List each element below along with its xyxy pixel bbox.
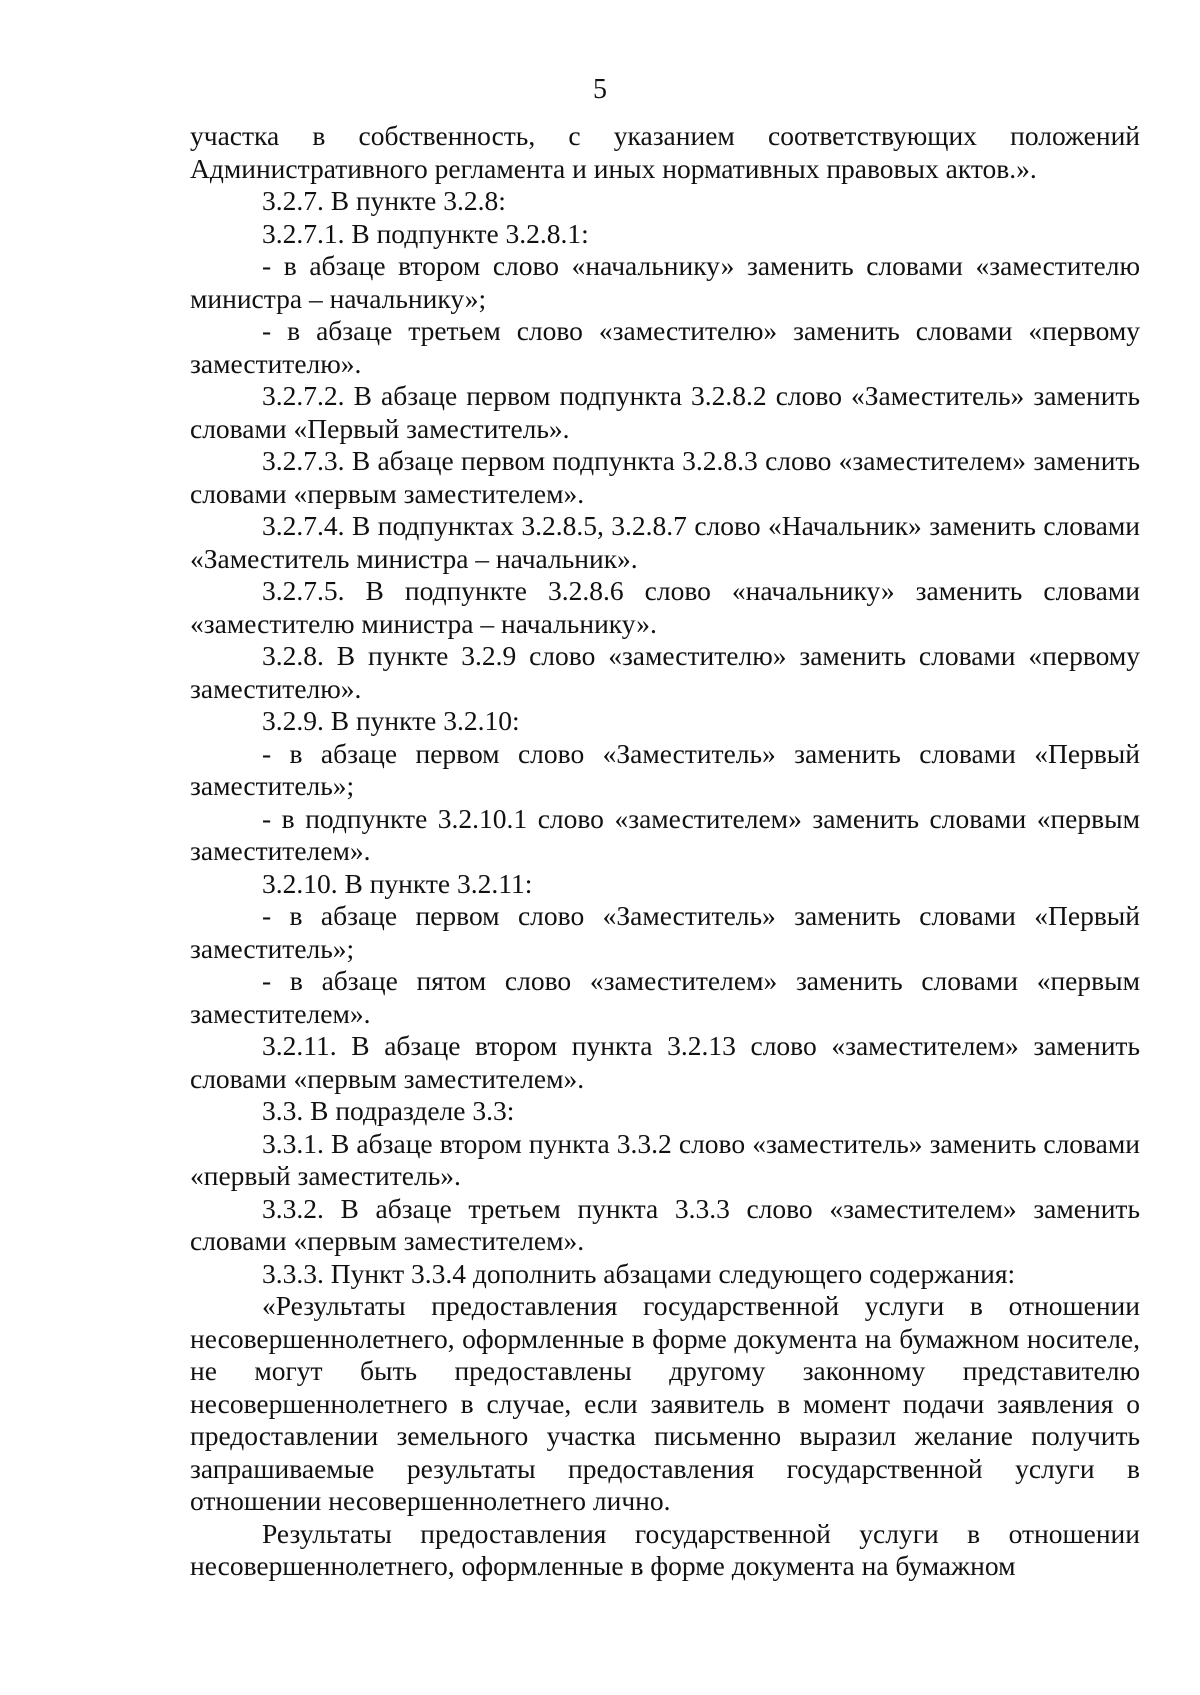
paragraph: 3.2.7. В пункте 3.2.8: xyxy=(262,185,506,216)
document-body xyxy=(190,120,1140,1583)
paragraph: 3.2.7.5. В подпункте 3.2.8.6 слово «начальнику» заменить словами «заместителю министра – начальнику». xyxy=(190,575,1140,639)
paragraph: 3.2.9. В пункте 3.2.10: xyxy=(262,705,520,736)
paragraph: участка в собственность, с указанием соответствующих положений Административного регламента и иных нормативных правовых актов.». xyxy=(190,120,1140,184)
page-number: 5 xyxy=(593,74,607,105)
paragraph: 3.2.7.1. В подпункте 3.2.8.1: xyxy=(262,217,589,249)
paragraph: 3.3.1. В абзаце втором пункта 3.3.2 слово «заместитель» заменить словами «первый заместитель». xyxy=(190,1127,1140,1191)
paragraph: 3.2.7.2. В абзаце первом подпункта 3.2.8.2 слово «Заместитель» заменить словами «Первый заместитель». xyxy=(190,380,1140,444)
paragraph: 3.3. В подразделе 3.3: xyxy=(262,1095,515,1126)
paragraph: 3.2.7.4. В подпунктах 3.2.8.5, 3.2.8.7 слово «Начальник» заменить словами «Заместитель министра – начальник». xyxy=(190,510,1140,574)
paragraph: 3.3.3. Пункт 3.3.4 дополнить абзацами следующего содержания: xyxy=(262,1257,1016,1289)
paragraph: 3.2.7.3. В абзаце первом подпункта 3.2.8.3 слово «заместителем» заменить словами «первым заместителем». xyxy=(190,445,1140,509)
paragraph: Результаты предоставления государственной услуги в отношении несовершеннолетнего, оформленные в форме документа на бумажном xyxy=(190,1517,1140,1581)
paragraph: - в подпункте 3.2.10.1 слово «заместителем» заменить словами «первым заместителем». xyxy=(190,802,1140,866)
paragraph: - в абзаце первом слово «Заместитель» заменить словами «Первый заместитель»; xyxy=(190,737,1140,801)
paragraph: 3.2.8. В пункте 3.2.9 слово «заместителю» заменить словами «первому заместителю». xyxy=(190,640,1140,704)
paragraph: - в абзаце первом слово «Заместитель» заменить словами «Первый заместитель»; xyxy=(190,900,1140,964)
paragraph: «Результаты предоставления государственной услуги в отношении несовершеннолетнего, оформленные в форме документа на бумажном носителе, не могут быть предоставлены другому законному представителю несовершеннолетнего в случае, если заявитель в момент подачи заявления о предоставлении земельного участка письменно выразил желание получить запрашиваемые результаты предоставления государственной услуги в отношении несовершеннолетнего лично. xyxy=(190,1290,1140,1516)
paragraph: - в абзаце пятом слово «заместителем» заменить словами «первым заместителем». xyxy=(190,965,1140,1029)
paragraph: 3.3.2. В абзаце третьем пункта 3.3.3 слово «заместителем» заменить словами «первым заместителем». xyxy=(190,1192,1140,1256)
paragraph: 3.2.11. В абзаце втором пункта 3.2.13 слово «заместителем» заменить словами «первым заместителем». xyxy=(190,1030,1140,1094)
paragraph: 3.2.10. В пункте 3.2.11: xyxy=(262,867,533,899)
paragraph: - в абзаце третьем слово «заместителю» заменить словами «первому заместителю». xyxy=(190,315,1140,379)
paragraph: - в абзаце втором слово «начальнику» заменить словами «заместителю министра – начальнику»; xyxy=(190,250,1140,314)
